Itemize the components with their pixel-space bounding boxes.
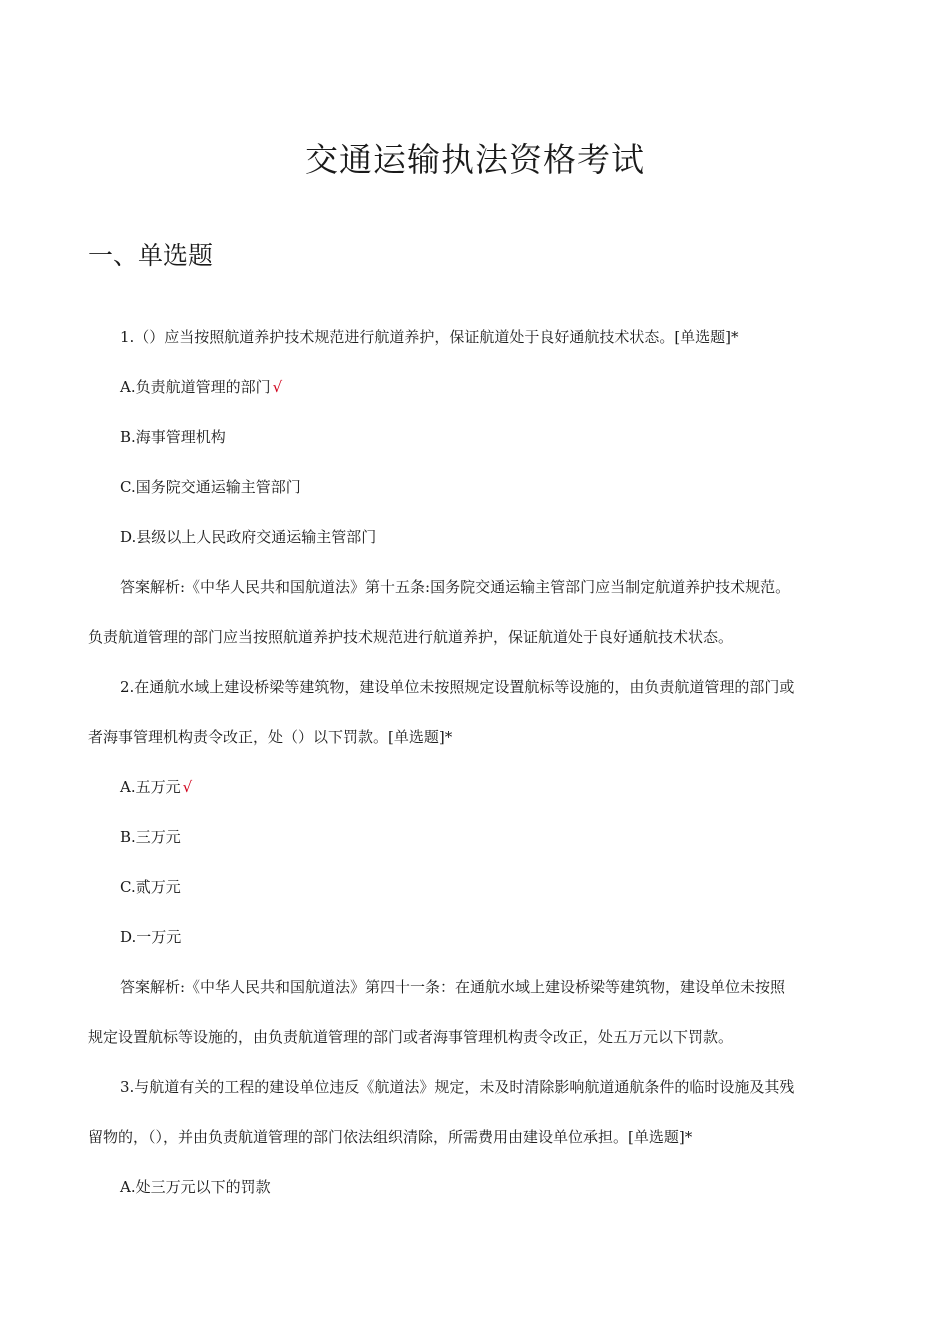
option-label: A.五万元 bbox=[120, 778, 181, 796]
option-c bbox=[88, 868, 868, 918]
answer-explanation: 答案解析:《中华人民共和国航道法》第十五条:国务院交通运输主管部门应当制定航道养护技术规范。 bbox=[120, 578, 791, 596]
answer-explanation-continued: 负责航道管理的部门应当按照航道养护技术规范进行航道养护，保证航道处于良好通航技术状态。 bbox=[88, 628, 734, 646]
question-stem: 3.与航道有关的工程的建设单位违反《航道法》规定，未及时清除影响航道通航条件的临时设施及其残 bbox=[120, 1078, 795, 1096]
option-label: C.国务院交通运输主管部门 bbox=[120, 478, 301, 496]
option-label: B.三万元 bbox=[120, 828, 181, 846]
option-a bbox=[88, 768, 868, 818]
correct-check-icon: √ bbox=[272, 378, 283, 396]
option-b bbox=[88, 818, 868, 868]
option-d bbox=[88, 518, 868, 568]
option-label: C.贰万元 bbox=[120, 878, 181, 896]
question-stem-continued: 者海事管理机构责令改正，处（）以下罚款。[单选题]* bbox=[88, 728, 453, 746]
option-label: A.负责航道管理的部门 bbox=[120, 378, 271, 396]
option-label: A.处三万元以下的罚款 bbox=[120, 1178, 271, 1196]
option-label: B.海事管理机构 bbox=[120, 428, 226, 446]
option-d bbox=[88, 918, 868, 968]
document-title: 交通运输执法资格考试 bbox=[305, 140, 645, 179]
option-a bbox=[88, 368, 868, 418]
question-stem: 1.（）应当按照航道养护技术规范进行航道养护，保证航道处于良好通航技术状态。[单选题]* bbox=[120, 328, 739, 346]
option-b bbox=[88, 418, 868, 468]
question-list bbox=[88, 318, 868, 1218]
answer-explanation: 答案解析:《中华人民共和国航道法》第四十一条：在通航水域上建设桥梁等建筑物，建设单位未按照 bbox=[120, 978, 786, 996]
option-label: D.一万元 bbox=[120, 928, 182, 946]
option-c bbox=[88, 468, 868, 518]
correct-check-icon: √ bbox=[182, 778, 193, 796]
section-heading: 一、单选题 bbox=[88, 241, 214, 270]
question-stem: 2.在通航水域上建设桥梁等建筑物，建设单位未按照规定设置航标等设施的，由负责航道管理的部门或 bbox=[120, 678, 795, 696]
question-stem-continued: 留物的，（），并由负责航道管理的部门依法组织清除，所需费用由建设单位承担。[单选题]* bbox=[88, 1128, 693, 1146]
answer-explanation-continued: 规定设置航标等设施的，由负责航道管理的部门或者海事管理机构责令改正，处五万元以下罚款。 bbox=[88, 1028, 734, 1046]
option-label: D.县级以上人民政府交通运输主管部门 bbox=[120, 528, 377, 546]
option-a bbox=[88, 1168, 868, 1218]
